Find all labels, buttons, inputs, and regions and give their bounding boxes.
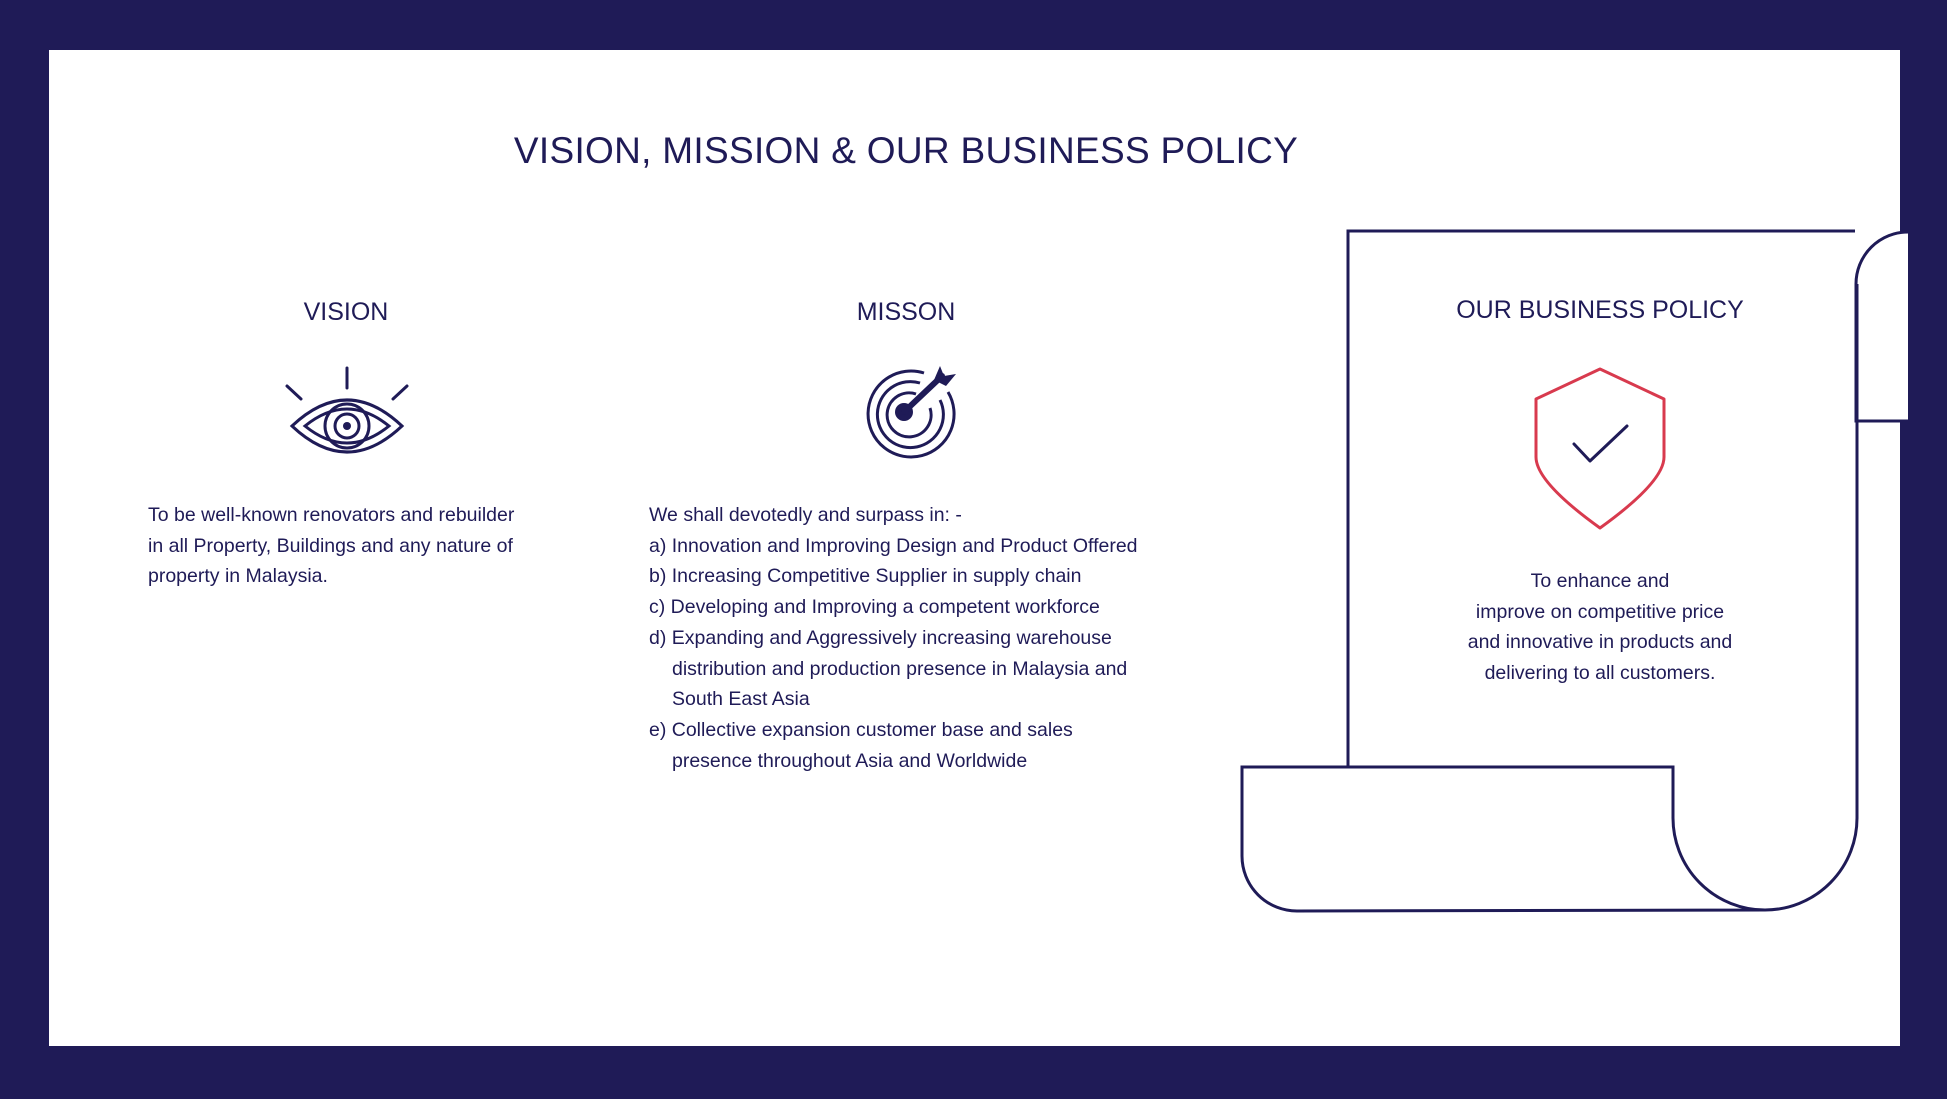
- mission-item-continued: presence throughout Asia and Worldwide: [672, 749, 1028, 772]
- policy-line: improve on competitive price: [1475, 600, 1725, 623]
- mission-heading: MISSON: [856, 298, 956, 326]
- shield-check-icon: [1530, 364, 1670, 534]
- vision-heading: VISION: [303, 298, 389, 326]
- vision-text: [148, 500, 568, 592]
- vision-line: property in Malaysia.: [148, 565, 328, 588]
- target-icon: [856, 364, 966, 464]
- mission-item: a) Innovation and Improving Design and Product Offered: [649, 534, 1138, 557]
- mission-intro: We shall devotedly and surpass in: -: [649, 504, 962, 526]
- policy-text: [1440, 566, 1760, 689]
- mission-item-continued: South East Asia: [672, 688, 810, 711]
- vision-line: To be well-known renovators and rebuilder: [148, 504, 515, 526]
- policy-line: delivering to all customers.: [1484, 662, 1716, 685]
- page-title: VISION, MISSION & OUR BUSINESS POLICY: [513, 130, 1299, 171]
- mission-item: d) Expanding and Aggressively increasing warehouse: [649, 626, 1112, 649]
- mission-item: c) Developing and Improving a competent workforce: [649, 596, 1100, 619]
- mission-item-continued: distribution and production presence in Malaysia and: [672, 657, 1128, 680]
- policy-heading: OUR BUSINESS POLICY: [1456, 296, 1744, 324]
- mission-item: b) Increasing Competitive Supplier in supply chain: [649, 565, 1082, 588]
- eye-icon: [282, 364, 412, 464]
- policy-line: To enhance and: [1530, 570, 1670, 592]
- mission-item: e) Collective expansion customer base and sales: [649, 718, 1073, 741]
- policy-line: and innovative in products and: [1467, 631, 1733, 654]
- vision-line: in all Property, Buildings and any nature of: [148, 534, 513, 557]
- mission-text: [649, 500, 1209, 776]
